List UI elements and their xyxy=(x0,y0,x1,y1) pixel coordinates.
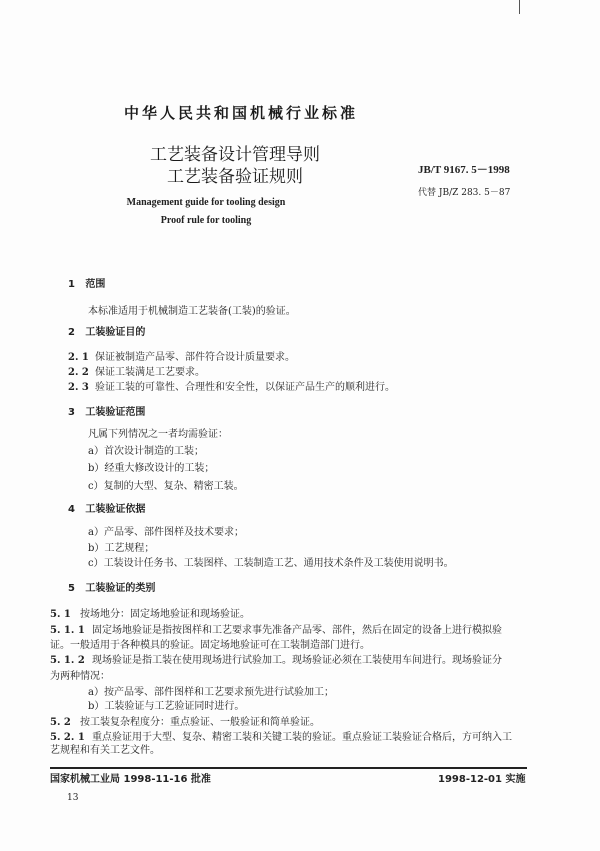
clause-text: 验证工装的可靠性、合理性和安全性，以保证产品生产的顺利进行。 xyxy=(95,382,395,393)
section-1-text: 本标准适用于机械制造工艺装备(工装)的验证。 xyxy=(88,306,296,317)
section-5-heading xyxy=(68,583,155,595)
section-title: 工装验证的类别 xyxy=(85,583,156,594)
list-item: b）工艺规程； xyxy=(88,543,155,554)
list-item: a）产品零、部件图样及技术要求； xyxy=(88,527,244,538)
clause-text: 按工装复杂程度分：重点验证、一般验证和简单验证。 xyxy=(80,717,320,728)
clause-5-2 xyxy=(50,717,320,729)
section-title: 范围 xyxy=(85,279,106,290)
clause-number: 5. 2 xyxy=(50,717,71,728)
list-item: b）经重大修改设计的工装； xyxy=(88,463,215,474)
clause-number: 5. 2. 1 xyxy=(50,732,85,743)
clause-number: 2. 3 xyxy=(68,382,89,393)
footer-divider xyxy=(50,767,527,769)
english-title-1: Management guide for tooling design xyxy=(126,197,286,208)
section-number: 3 xyxy=(68,407,75,418)
clause-text: 现场验证是指工装在使用现场进行试验加工。现场验证必须在工装使用车间进行。现场验证分 xyxy=(92,655,502,666)
list-item: b）工装验证与工艺验证同时进行。 xyxy=(88,701,245,712)
section-number: 1 xyxy=(68,279,75,290)
section-title: 工装验证范围 xyxy=(85,407,146,418)
section-number: 5 xyxy=(68,583,75,594)
list-item: c）复制的大型、复杂、精密工装。 xyxy=(88,481,244,492)
clause-5-1-2-continued: 为两种情况： xyxy=(50,671,110,682)
list-item: c）工装设计任务书、工装图样、工装制造工艺、通用技术条件及工装使用说明书。 xyxy=(88,558,454,569)
clause-text: 固定场地验证是指按图样和工艺要求事先准备产品零、部件，然后在固定的设备上进行模拟验 xyxy=(92,625,502,636)
implementation-date: 1998-12-01 实施 xyxy=(438,774,526,785)
clause-5-1-1 xyxy=(50,625,502,637)
english-title-2: Proof rule for tooling xyxy=(160,215,252,226)
section-title: 工装验证依据 xyxy=(85,504,146,515)
approval-info: 国家机械工业局 1998-11-16 批准 xyxy=(50,774,211,785)
scan-mark xyxy=(519,0,520,14)
section-3-intro: 凡属下列情况之一者均需验证： xyxy=(88,429,228,440)
clause-text: 保证被制造产品零、部件符合设计质量要求。 xyxy=(95,352,295,363)
clause-2-2 xyxy=(68,367,205,379)
page-number: 13 xyxy=(67,793,79,803)
clause-5-1 xyxy=(50,609,250,621)
clause-text: 按场地分：固定场地验证和现场验证。 xyxy=(80,609,250,620)
section-4-heading xyxy=(68,504,145,516)
section-number: 2 xyxy=(68,327,75,338)
clause-5-2-1-continued: 艺规程和有关工艺文件。 xyxy=(50,745,160,756)
clause-number: 5. 1. 1 xyxy=(50,625,85,636)
clause-text: 重点验证用于大型、复杂、精密工装和关键工装的验证。重点验证工装验证合格后，方可纳入工 xyxy=(92,732,512,743)
section-2-heading xyxy=(68,327,145,339)
clause-5-1-1-continued: 证。一般适用于各种模具的验证。固定场地验证可在工装制造部门进行。 xyxy=(50,640,370,651)
section-title: 工装验证目的 xyxy=(85,327,146,338)
section-number: 4 xyxy=(68,504,75,515)
title-line-2: 工艺装备验证规则 xyxy=(167,167,303,187)
clause-number: 2. 1 xyxy=(68,352,89,363)
clause-2-3 xyxy=(68,382,395,394)
clause-2-1 xyxy=(68,352,295,364)
clause-number: 5. 1 xyxy=(50,609,71,620)
clause-text: 保证工装满足工艺要求。 xyxy=(95,367,205,378)
clause-number: 5. 1. 2 xyxy=(50,655,85,666)
clause-5-2-1 xyxy=(50,732,512,744)
standard-number: JB/T 9167. 5－1998 xyxy=(418,164,510,176)
standard-organization: 中华人民共和国机械行业标准 xyxy=(124,104,359,122)
list-item: a）按产品零、部件图样和工艺要求预先进行试验加工； xyxy=(88,687,334,698)
title-line-1: 工艺装备设计管理导则 xyxy=(150,145,320,165)
clause-number: 2. 2 xyxy=(68,367,89,378)
list-item: a）首次设计制造的工装； xyxy=(88,446,204,457)
replaces-standard: 代替 JB/Z 283. 5－87 xyxy=(418,188,511,198)
section-3-heading xyxy=(68,407,145,419)
clause-5-1-2 xyxy=(50,655,502,667)
section-1-heading xyxy=(68,279,105,291)
